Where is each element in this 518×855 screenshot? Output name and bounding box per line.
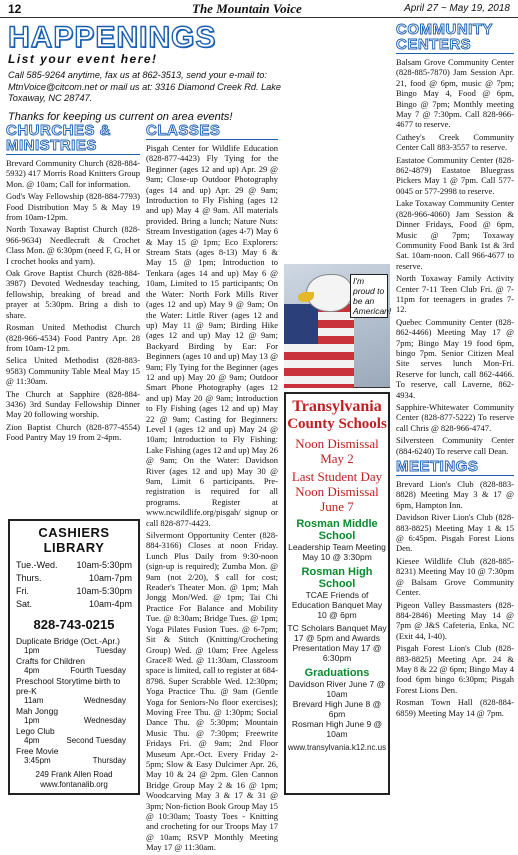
library-phone: 828-743-0215	[33, 617, 115, 632]
schools-title-2: County Schools	[287, 416, 387, 432]
eagle-caption: I'm proud to be an American!	[350, 274, 388, 318]
meeting-entry: Pigeon Valley Bassmasters (828-884-2846) Meeting May 14 @ 7pm @ J&S Cafeteria, Enka, NC (Exit 44, I-40).	[396, 599, 514, 641]
meetings-heading: MEETINGS	[396, 459, 514, 476]
graduations-heading: Graduations	[304, 667, 370, 679]
program-time: 11am	[24, 696, 44, 705]
schools-notice-1: Noon Dismissal May 2	[295, 436, 379, 466]
library-web: www.fontanalib.org	[40, 780, 108, 789]
community-entry: Silversteen Community Center (884-6240) To reserve call Dean.	[396, 435, 514, 456]
masthead: The Mountain Voice	[192, 1, 302, 16]
churches-list	[6, 158, 140, 443]
library-program-schedule	[16, 646, 132, 656]
library-hours-row	[16, 559, 132, 572]
issue-date: April 27 ~ May 19, 2018	[404, 3, 510, 14]
hours-day: Thurs.	[16, 573, 42, 583]
program-day: Wednesday	[83, 696, 126, 705]
meeting-entry: Kiesee Wildlife Club (828-885-8231) Meeting May 10 @ 7:30pm @ Balsam Grove Community Center.	[396, 555, 514, 598]
program-day: Second Tuesday	[66, 736, 126, 745]
meeting-entry: Pisgah Forest Lion's Club (828-883-8825) Meeting Apr. 24 & May 8 & 22 @ 6pm; Bingo May 4 food 6pm bingo 6:30pm; Pisgah Forest Lions Den.	[396, 643, 514, 695]
program-time: 4pm	[24, 736, 40, 745]
happenings-block	[8, 22, 308, 123]
program-day: Fourth Tuesday	[70, 666, 126, 675]
community-entry: Quebec Community Center (828-862-4466) Meeting May 17 @ 7pm; Bingo May 19 food 6pm, bingo 7pm. Senior Citizen Meal Site serves lunch Mon-Fri. Reserve for lunch, call 862-4466. To reserve, call Laverne, 862-4934.	[396, 316, 514, 400]
hours-day: Tue.-Wed.	[16, 560, 58, 570]
middle-school-event: Leadership Team Meeting May 10 @ 3:30pm	[288, 542, 386, 562]
library-program-schedule	[16, 716, 132, 726]
classes-heading: CLASSES	[146, 123, 278, 140]
hours-day: Sat.	[16, 599, 33, 609]
graduation-1: Davidson River June 7 @ 10am	[288, 679, 386, 699]
community-entry: Eastatoe Community Center (828-862-4879) Eastatoe Bluegrass Pickers May 1 @ 7pm. Call 577-0045 or 577-2998 to reserve.	[396, 154, 514, 196]
graduation-3: Rosman High June 9 @ 10am	[291, 719, 383, 739]
program-day: Wednesday	[83, 716, 126, 725]
library-hours-row	[16, 572, 132, 585]
library-program-name: Crafts for Children	[16, 656, 85, 666]
meeting-entry: Brevard Lion's Club (828-883-8828) Meeting May 3 & 17 @ 6pm, Hampton Inn.	[396, 479, 514, 510]
hours-time: 10am-7pm	[88, 573, 132, 583]
transylvania-schools-ad	[284, 392, 390, 795]
community-meetings-column	[396, 22, 514, 720]
program-time: 1pm	[24, 716, 40, 725]
community-entry: Cathey's Creek Community Center Call 883-3557 to reserve.	[396, 131, 514, 153]
schools-title-1: Transylvania	[292, 398, 382, 415]
middle-school-name: Rosman Middle School	[296, 518, 378, 542]
cashiers-library-box	[8, 519, 140, 795]
library-hours-row	[16, 598, 132, 611]
library-heading: CASHIERS LIBRARY	[38, 525, 110, 555]
library-hours-row	[16, 585, 132, 598]
library-program-name: Lego Club	[16, 726, 55, 736]
library-program-name: Preschool Storytime birth to pre-K	[16, 676, 121, 696]
happenings-tagline: List your event here!	[8, 52, 158, 66]
church-entry: God's Way Fellowship (828-884-7793) Food Distribution May 5 & May 19 from 10am-12pm.	[6, 191, 140, 223]
library-address: 249 Frank Allen Road	[35, 770, 113, 779]
program-time: 4pm	[24, 666, 40, 675]
class-entry-silvermont: Silvermont Opportunity Center (828-884-3166) Closes at noon Friday. Lunch Plus Daily from 9:30-noon (sign-up is required); Zumba Mon. @ 9am (not 2/20), $ call for cost; Reader's Theater Mon. @ 1pm; Mah Jongg Mon/Wed. @ 1pm; Tai Chi Practice For Balance and Mobility Tue. @ 8:30am; Bridge Tues. @ 1pm; Yoga Pilates Fusion Tues. @ 6-7pm; Sit & Stitch (Knitting/Crocheting Group) Wed. @ 10am; Free Ageless Grace® Wed. @ 11:30am, Classroom space is limited, call to register at 684-8798. Super Scrabble Wed. 12:30pm; Yoga Practice Thu. @ 9am (Gentle Yoga for Seniors-No floor exercises); Moving Free Thu. @ 1:30pm; Social Dance Thu. @ 5:30pm; Mountain Music Thu. @ 7:30pm; Freewrite Fridays Fri. @ 9am; 2nd Floor Museum Apr.-Oct. Every Friday 2-5pm; Slow & Easy Dulcimer Apr. 26, May 10 & 24 @ 2pm. Glen Cannon Bridge Group May 2 & 16 @ 1pm; Woodcarving May 3 & 17 & 31 @ 3pm; Non-fiction Book Group May 15 @ 10:30am; Toasty Toes - Knitting and crocheting for our Troops May 17 @ 10am; RSVP Monthly Meeting May 17 @ 11:30am.	[146, 530, 278, 853]
churches-column	[6, 123, 140, 445]
classes-column	[146, 123, 278, 855]
happenings-title: HAPPENINGS	[8, 21, 217, 54]
library-program-name: Duplicate Bridge (Oct.-Apr.)	[16, 636, 120, 646]
high-school-event-1: TCAE Friends of Education Banquet May 10 @ 6pm	[291, 590, 383, 620]
page-number: 12	[8, 2, 22, 16]
hours-time: 10am-4pm	[88, 599, 132, 609]
hours-day: Fri.	[16, 586, 29, 596]
graduation-2: Brevard High June 8 @ 6pm	[292, 699, 382, 719]
program-time: 3:45pm	[24, 756, 51, 765]
schools-notice-2: Last Student Day Noon Dismissal June 7	[291, 469, 383, 514]
community-entry: North Toxaway Family Activity Center 7-11 Teen Club Fri. @ 7-11pm for teenagers in grades 7-12.	[396, 273, 514, 315]
library-program-schedule	[16, 696, 132, 706]
library-program-name: Free Movie	[16, 746, 59, 756]
eagle-flag-image	[284, 264, 390, 388]
church-entry: North Toxaway Baptist Church (828-966-9634) Needlecraft & Crochet Class Mon. @ 6:30pm (need F, G, H or I crochet hooks and yarn).	[6, 224, 140, 266]
hours-time: 10am-5:30pm	[76, 586, 132, 596]
program-day: Tuesday	[95, 646, 126, 655]
library-programs	[16, 636, 132, 766]
church-entry: Oak Grove Baptist Church (828-884-3987) Devoted Wednesday teaching, fellowship, breaking of bread and prayer at 5:30pm. Bring a dish to share.	[6, 268, 140, 320]
schools-url: www.transylvania.k12.nc.us	[287, 743, 387, 752]
class-entry-pisgah: Pisgah Center for Wildlife Education (828-877-4423) Fly Tying for the Beginner (ages 12 and up) Apr. 29 @ 9am; Close-up Outdoor Photography (ages 14 and up) Apr. 29 @ 9am; Introduction to Fly Fishing (ages 12 and up) May 4 @ 9am. All materials provided. Bring a lunch; Nature Nuts: Stream Investigation (ages 4-7) May 6 & May 15 @ 1pm; Eco Explorers: Stream Stats (ages 8-13) May 6 & May 15 @ 1pm; Introduction to Tenkara (ages 14 and up) May 6 @ 10am, Limited to 15 participants; On the Water: North Fork Mills River (ages 12 and up) May 9 @ 9am; On the Water: Little River (ages 12 and up) May 11 @ 9am; Birding Hike (ages 12 and up) May 12 @ 9am; Backyard Birding by Ear: For Beginners (ages 10 and up) May 13 @ 9am; Fly Tying for the Beginner (ages 12 and up) May 20 @ 9am; Outdoor Smart Phone Photography (ages 12 and up) May 20 @ 9am; Introduction to Fly Fishing (ages 12 and up) May 22 @ 9am; Casting for Beginners: Level I (ages 12 and up) May 24 @ 10am; Introduction to Fly Fishing: Lake Fishing (ages 12 and up) May 26 @ 9am; On the Water: Davidson River (ages 12 and up) May 30 @ 9am, Limit 6 participants. Pre-registration is required for all programs. Register at www.ncwildlife.org/pisgah/ signup or call 828-877-4423.	[146, 143, 278, 528]
community-entry: Balsam Grove Community Center (828-885-7870) Jam Session Apr. 21, food @ 6pm, music @ 7pm; Bingo May 4, Food @ 6pm, Bingo @ 7pm; Monthly meeting May 7 @ 7:30pm. Call 828-966-4677 to reserve.	[396, 57, 514, 130]
meeting-entry: Davidson River Lion's Club (828-883-8825) Meeting May 1 & 15 @ 6:45pm. Pisgah Forest Lions Den.	[396, 512, 514, 554]
library-program-schedule	[16, 756, 132, 766]
community-entry: Sapphire-Whitewater Community Center (828-877-5222) To reserve call Chris @ 828-966-4747.	[396, 402, 514, 433]
library-program-name: Mah Jongg	[16, 706, 59, 716]
community-list	[396, 57, 514, 456]
program-time: 1pm	[24, 646, 40, 655]
church-entry: Brevard Community Church (828-884-5932) 417 Morris Road Knitters Group Mon. @ 10am; Call for information.	[6, 158, 140, 189]
thanks-line: Thanks for keeping us current on area events!	[8, 110, 233, 123]
flag-union	[284, 304, 318, 344]
church-entry: The Church at Sapphire (828-884-3436) 3rd Sunday Fellowship Dinner May 20 following worship.	[6, 388, 140, 420]
church-entry: Rosman United Methodist Church (828-966-4534) Food Pantry Apr. 28 from 10am-12 pm.	[6, 322, 140, 353]
community-heading: COMMUNITY CENTERS	[396, 22, 514, 54]
church-entry: Selica United Methodist (828-883-9583) Community Table Meal May 15 @ 11:30am.	[6, 355, 140, 387]
program-day: Thursday	[92, 756, 126, 765]
contact-info: Call 585-9264 anytime, fax us at 862-3513, send your e-mail to: MtnVoice@citcom.net or mail us at: 3316 Diamond Creek Rd. Lake Toxaway, NC 28747.	[8, 70, 281, 103]
meetings-list	[396, 479, 514, 718]
library-hours	[16, 559, 132, 611]
church-entry: Zion Baptist Church (828-877-4554) Food Pantry May 19 from 2-4pm.	[6, 421, 140, 443]
library-program-schedule	[16, 736, 132, 746]
community-entry: Lake Toxaway Community Center (828-966-4060) Jam Session & Dinner Fridays, Food @ 6pm, Music @ 7pm; Toxaway Community Food Bank 1st & 3rd Sat. 10am-noon. Call 966-4677 to reserve.	[396, 198, 514, 271]
library-program-schedule	[16, 666, 132, 676]
page-header	[0, 0, 518, 18]
meeting-entry: Rosman Town Hall (828-884-6859) Meeting May 14 @ 7pm.	[396, 697, 514, 718]
high-school-name: Rosman High School	[301, 566, 373, 590]
churches-heading: CHURCHES & MINISTRIES	[6, 123, 140, 155]
hours-time: 10am-5:30pm	[76, 560, 132, 570]
high-school-event-2: TC Scholars Banquet May 17 @ 5pm and Awards Presentation May 17 @ 6:30pm	[287, 623, 387, 663]
